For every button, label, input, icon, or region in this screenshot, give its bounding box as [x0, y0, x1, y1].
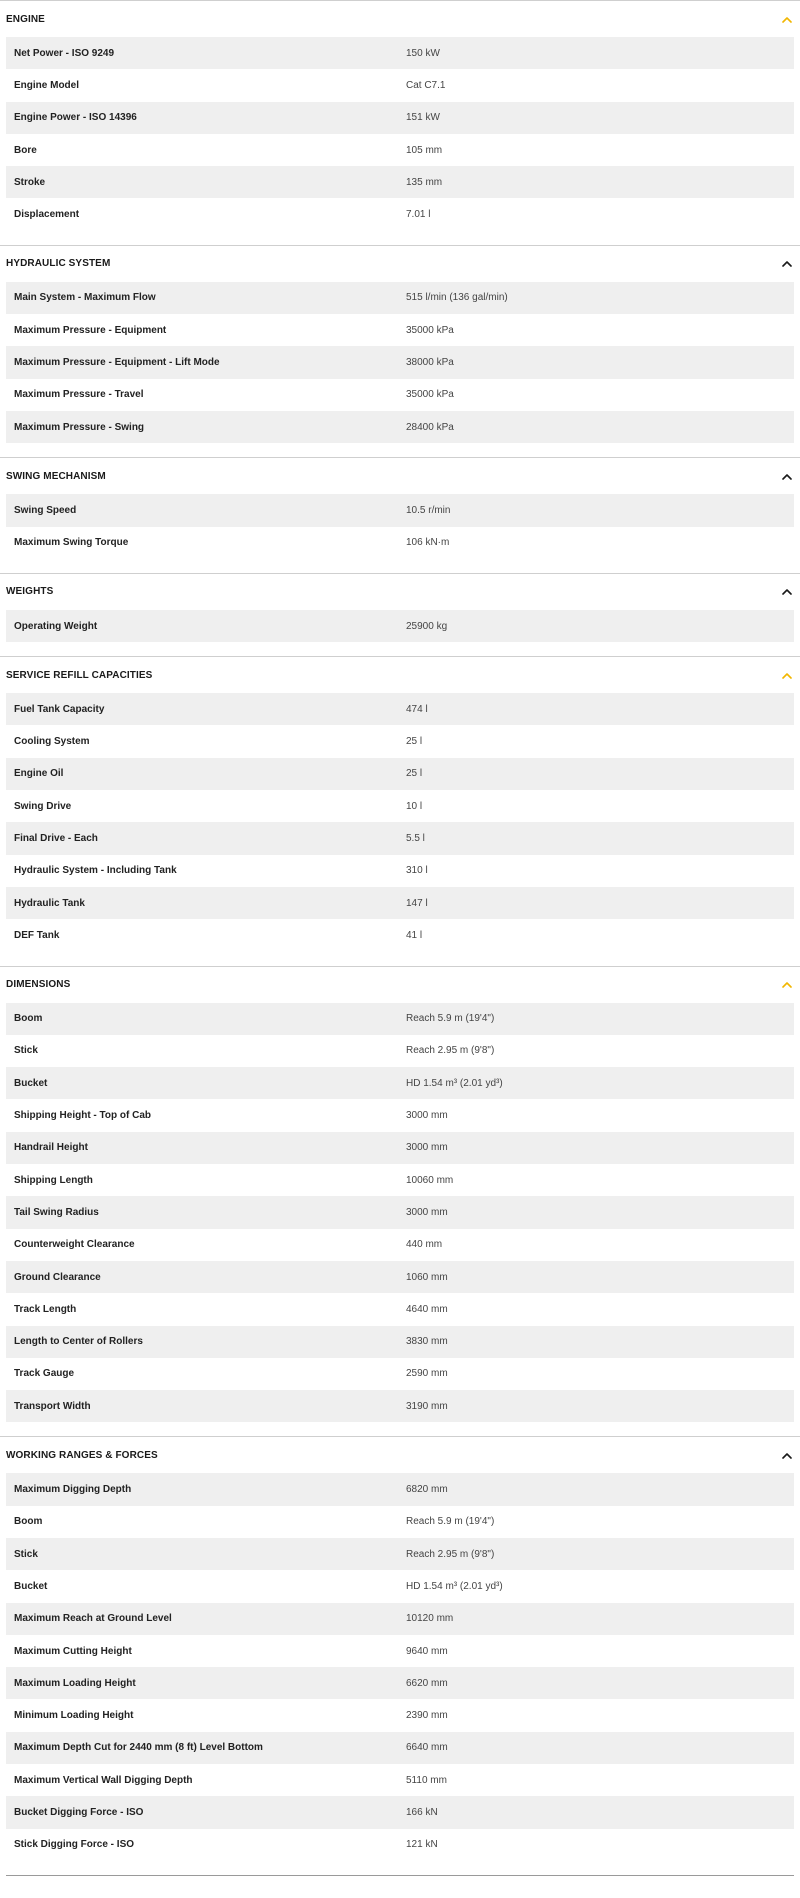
- spec-label: Boom: [14, 1516, 43, 1528]
- spec-label: Maximum Swing Torque: [14, 537, 129, 549]
- spec-value: 38000 kPa: [406, 357, 454, 369]
- spec-value: 106 kN·m: [406, 537, 450, 549]
- section-title: WORKING RANGES & FORCES: [6, 1449, 158, 1461]
- spec-label: Bucket: [14, 1077, 48, 1089]
- spec-label: Stroke: [14, 176, 46, 188]
- spec-row: [6, 37, 794, 69]
- spec-value: 515 l/min (136 gal/min): [406, 292, 508, 304]
- spec-label: Displacement: [14, 209, 80, 221]
- spec-value: 3190 mm: [406, 1400, 448, 1412]
- chevron-up-icon[interactable]: [780, 12, 794, 26]
- spec-value: Reach 5.9 m (19'4"): [406, 1516, 495, 1528]
- section-title: DIMENSIONS: [6, 979, 71, 991]
- spec-value: 10120 mm: [406, 1613, 454, 1625]
- spec-label: Shipping Length: [14, 1174, 93, 1186]
- spec-label: Maximum Pressure - Travel: [14, 389, 144, 401]
- spec-label: Maximum Pressure - Equipment: [14, 324, 167, 336]
- spec-label: Engine Power - ISO 14396: [14, 112, 137, 124]
- spec-row: [6, 855, 794, 887]
- spec-row: [6, 1164, 794, 1196]
- spec-row: [6, 1326, 794, 1358]
- spec-value: Cat C7.1: [406, 79, 446, 91]
- spec-value: 3830 mm: [406, 1336, 448, 1348]
- spec-row: [6, 790, 794, 822]
- spec-section: [0, 656, 800, 965]
- spec-value: 28400 kPa: [406, 421, 454, 433]
- spec-row: [6, 1390, 794, 1422]
- spec-section: [0, 966, 800, 1437]
- spec-value: 3000 mm: [406, 1110, 448, 1122]
- spec-row: [6, 822, 794, 854]
- spec-label: Stick Digging Force - ISO: [14, 1839, 135, 1851]
- spec-row: [6, 1067, 794, 1099]
- section-header-toggle[interactable]: [0, 657, 800, 693]
- spec-row: [6, 1035, 794, 1067]
- spec-label: Fuel Tank Capacity: [14, 703, 105, 715]
- spec-value: Reach 2.95 m (9'8"): [406, 1548, 495, 1560]
- spec-label: Bucket: [14, 1580, 48, 1592]
- spec-label: Hydraulic Tank: [14, 897, 85, 909]
- spec-value: 150 kW: [406, 47, 440, 59]
- spec-row: [6, 1732, 794, 1764]
- spec-row: [6, 1229, 794, 1261]
- spec-row: [6, 411, 794, 443]
- spec-label: Minimum Loading Height: [14, 1710, 134, 1722]
- spec-value: Reach 2.95 m (9'8"): [406, 1045, 495, 1057]
- spec-section: [0, 245, 800, 457]
- spec-value: 310 l: [406, 865, 428, 877]
- spec-value: 10 l: [406, 800, 423, 812]
- spec-value: 166 kN: [406, 1807, 438, 1818]
- spec-value: 6620 mm: [406, 1677, 448, 1689]
- spec-row: [6, 1506, 794, 1538]
- section-header-toggle[interactable]: [0, 574, 800, 610]
- spec-row: [6, 1764, 794, 1796]
- spec-row: [6, 758, 794, 790]
- spec-value: Reach 5.9 m (19'4"): [406, 1013, 495, 1025]
- spec-row: [6, 198, 794, 230]
- spec-label: Engine Model: [14, 79, 79, 91]
- spec-label: Operating Weight: [14, 620, 98, 632]
- chevron-up-icon[interactable]: [780, 257, 794, 271]
- spec-label: Stick: [14, 1548, 38, 1560]
- spec-row: [6, 887, 794, 919]
- spec-section: [0, 0, 800, 245]
- spec-row: [6, 282, 794, 314]
- spec-label: Swing Drive: [14, 800, 72, 812]
- spec-value: 2590 mm: [406, 1368, 448, 1380]
- spec-row: [6, 527, 794, 559]
- spec-label: Maximum Reach at Ground Level: [14, 1613, 172, 1625]
- section-header-toggle[interactable]: [0, 1437, 800, 1473]
- spec-row: [6, 919, 794, 951]
- section-title: SERVICE REFILL CAPACITIES: [6, 669, 153, 681]
- spec-value: 1060 mm: [406, 1271, 448, 1283]
- spec-row: [6, 314, 794, 346]
- spec-value: 35000 kPa: [406, 324, 454, 336]
- spec-row: [6, 1829, 794, 1861]
- chevron-up-icon[interactable]: [780, 585, 794, 599]
- spec-row: [6, 1261, 794, 1293]
- spec-label: Final Drive - Each: [14, 832, 98, 844]
- chevron-up-icon[interactable]: [780, 469, 794, 483]
- spec-value: 105 mm: [406, 144, 443, 156]
- spec-label: Net Power - ISO 9249: [14, 47, 115, 59]
- spec-label: Maximum Vertical Wall Digging Depth: [14, 1774, 193, 1786]
- spec-label: Track Gauge: [14, 1368, 75, 1380]
- chevron-up-icon[interactable]: [780, 978, 794, 992]
- chevron-up-icon[interactable]: [780, 1448, 794, 1462]
- spec-value: 121 kN: [406, 1839, 438, 1851]
- spec-value: 7.01 l: [406, 209, 431, 221]
- spec-label: Cooling System: [14, 736, 90, 748]
- spec-label: Transport Width: [14, 1400, 91, 1412]
- spec-label: Maximum Loading Height: [14, 1677, 136, 1689]
- spec-row: [6, 1196, 794, 1228]
- spec-value: 3000 mm: [406, 1142, 448, 1154]
- spec-label: Swing Speed: [14, 504, 77, 516]
- spec-label: Maximum Digging Depth: [14, 1484, 132, 1496]
- spec-label: Hydraulic System - Including Tank: [14, 865, 177, 877]
- spec-value: 135 mm: [406, 176, 443, 188]
- spec-table: [6, 282, 794, 443]
- spec-section: [0, 457, 800, 573]
- spec-row: [6, 1603, 794, 1635]
- spec-value: 440 mm: [406, 1239, 443, 1251]
- spec-value: 2390 mm: [406, 1710, 448, 1722]
- spec-label: Shipping Height - Top of Cab: [14, 1110, 152, 1122]
- spec-row: [6, 1132, 794, 1164]
- spec-row: [6, 1003, 794, 1035]
- spec-row: [6, 494, 794, 526]
- spec-row: [6, 1473, 794, 1505]
- spec-row: [6, 1099, 794, 1131]
- spec-row: [6, 1667, 794, 1699]
- spec-row: [6, 693, 794, 725]
- spec-row: [6, 1796, 794, 1828]
- spec-row: [6, 1699, 794, 1731]
- section-title: HYDRAULIC SYSTEM: [6, 258, 111, 270]
- spec-table: [6, 610, 794, 642]
- spec-table: [6, 494, 794, 559]
- spec-value: 147 l: [406, 897, 428, 909]
- spec-label: Maximum Depth Cut for 2440 mm (8 ft) Level Bottom: [14, 1742, 263, 1754]
- spec-label: Main System - Maximum Flow: [14, 292, 156, 304]
- spec-row: [6, 1358, 794, 1390]
- spec-value: 6640 mm: [406, 1742, 448, 1754]
- section-title: SWING MECHANISM: [6, 470, 106, 482]
- section-title: ENGINE: [6, 13, 45, 25]
- spec-label: Engine Oil: [14, 768, 64, 780]
- section-header-toggle[interactable]: [0, 458, 800, 494]
- spec-label: Boom: [14, 1013, 43, 1025]
- section-title: WEIGHTS: [6, 586, 54, 598]
- spec-table: [6, 1003, 794, 1423]
- spec-table: [6, 37, 794, 231]
- spec-value: 5.5 l: [406, 832, 425, 844]
- spec-row: [6, 166, 794, 198]
- spec-value: 25900 kg: [406, 620, 448, 632]
- spec-value: 6820 mm: [406, 1484, 448, 1496]
- spec-label: Maximum Pressure - Swing: [14, 421, 145, 433]
- spec-row: [6, 69, 794, 101]
- spec-row: [6, 379, 794, 411]
- spec-label: Maximum Pressure - Equipment - Lift Mode: [14, 357, 220, 369]
- spec-row: [6, 346, 794, 378]
- spec-label: Bore: [14, 144, 37, 156]
- spec-value: 4640 mm: [406, 1303, 448, 1315]
- chevron-up-icon[interactable]: [780, 668, 794, 682]
- spec-value: 25 l: [406, 736, 423, 748]
- spec-section: [0, 1436, 800, 1875]
- spec-value: 151 kW: [406, 112, 440, 124]
- spec-table: [6, 693, 794, 951]
- spec-row: [6, 1538, 794, 1570]
- spec-value: 25 l: [406, 768, 423, 780]
- spec-label: Tail Swing Radius: [14, 1206, 99, 1218]
- spec-section: [0, 573, 800, 656]
- spec-row: [6, 610, 794, 642]
- spec-value: 35000 kPa: [406, 389, 454, 401]
- spec-value: 474 l: [406, 703, 428, 715]
- spec-label: Maximum Cutting Height: [14, 1645, 132, 1657]
- spec-label: Length to Center of Rollers: [14, 1336, 143, 1348]
- spec-label: Counterweight Clearance: [14, 1239, 135, 1251]
- section-header-toggle[interactable]: [0, 1, 800, 37]
- spec-value: 41 l: [406, 929, 423, 941]
- spec-label: Stick: [14, 1045, 38, 1057]
- spec-label: Bucket Digging Force - ISO: [14, 1807, 144, 1818]
- spec-value: 5110 mm: [406, 1774, 447, 1786]
- section-header-toggle[interactable]: [0, 967, 800, 1003]
- spec-label: Track Length: [14, 1303, 77, 1315]
- spec-table: [6, 1473, 794, 1861]
- spec-value: 10060 mm: [406, 1174, 454, 1186]
- spec-label: Handrail Height: [14, 1142, 88, 1154]
- spec-row: [6, 102, 794, 134]
- spec-row: [6, 1293, 794, 1325]
- spec-row: [6, 1635, 794, 1667]
- spec-row: [6, 134, 794, 166]
- spec-value: HD 1.54 m³ (2.01 yd³): [406, 1077, 503, 1089]
- spec-label: Ground Clearance: [14, 1271, 101, 1283]
- bottom-divider: [6, 1875, 794, 1876]
- spec-label: DEF Tank: [14, 929, 60, 941]
- spec-row: [6, 725, 794, 757]
- spec-value: 9640 mm: [406, 1645, 448, 1657]
- section-header-toggle[interactable]: [0, 246, 800, 282]
- spec-value: 10.5 r/min: [406, 504, 451, 516]
- spec-value: 3000 mm: [406, 1206, 448, 1218]
- spec-value: HD 1.54 m³ (2.01 yd³): [406, 1580, 503, 1592]
- spec-row: [6, 1570, 794, 1602]
